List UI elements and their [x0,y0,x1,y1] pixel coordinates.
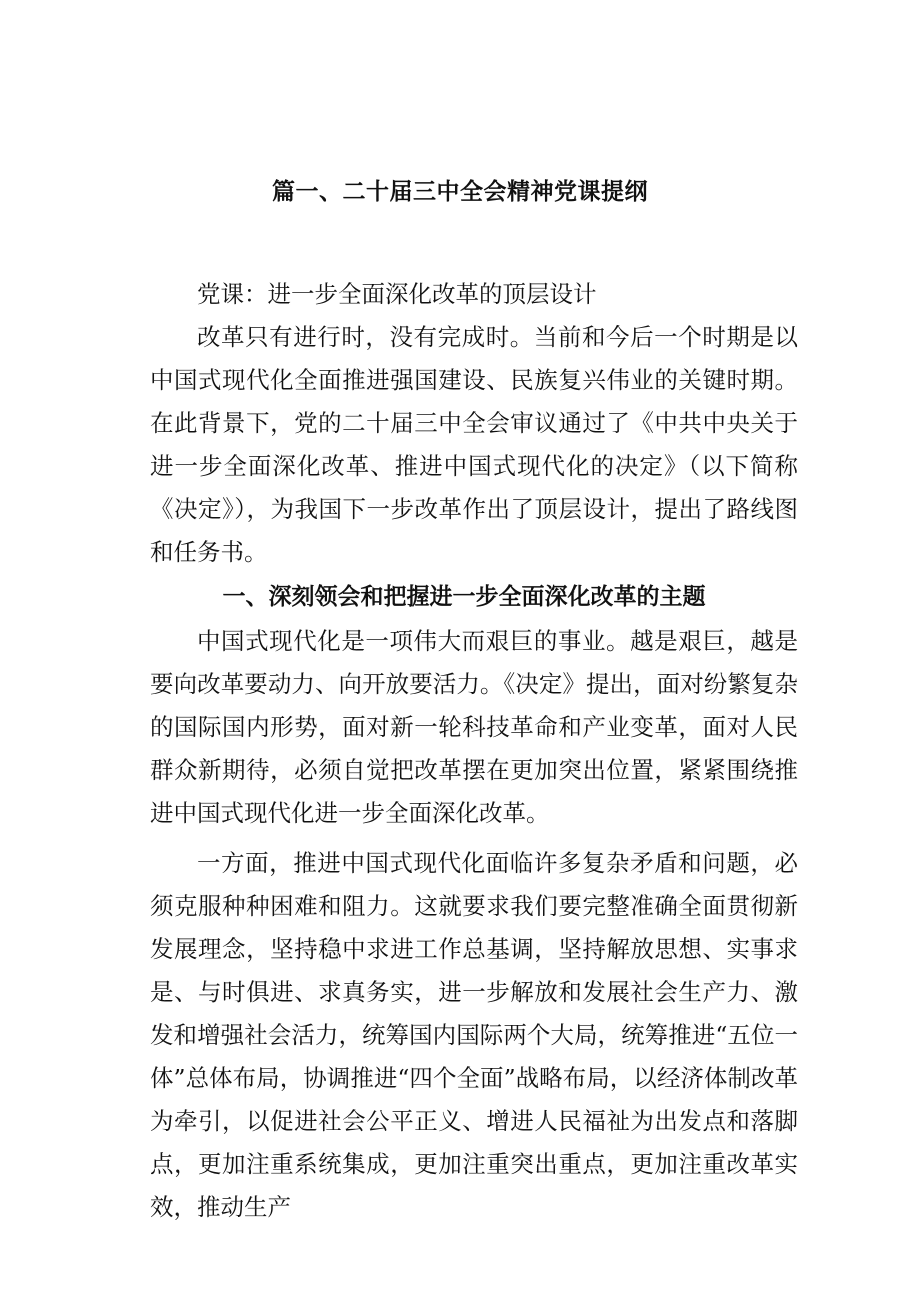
body-paragraph: 中国式现代化是一项伟大而艰巨的事业。越是艰巨，越是要向改革要动力、向开放要活力。《决定》提出，面对纷繁复杂的国际国内形势，面对新一轮科技革命和产业变革，面对人民群众新期待，必须自觉把改革摆在更加突出位置，紧紧围绕推进中国式现代化进一步全面深化改革。 [150,627,798,827]
intro-paragraph: 改革只有进行时，没有完成时。当前和今后一个时期是以中国式现代化全面推进强国建设、民族复兴伟业的关键时期。在此背景下，党的二十届三中全会审议通过了《中共中央关于进一步全面深化改革、推进中国式现代化的决定》（以下简称《决定》），为我国下一步改革作出了顶层设计，提出了路线图和任务书。 [150,323,798,566]
body-paragraph: 一方面，推进中国式现代化面临许多复杂矛盾和问题，必须克服种种困难和阻力。这就要求我们要完整准确全面贯彻新发展理念，坚持稳中求进工作总基调，坚持解放思想、实事求是、与时俱进、求真务实，进一步解放和发展社会生产力、激发和增强社会活力，统筹国内国际两个大局，统筹推进“五位一体”总体布局，协调推进“四个全面”战略布局，以经济体制改革为牵引，以促进社会公平正义、增进人民福祉为出发点和落脚点，更加注重系统集成，更加注重突出重点，更加注重改革实效，推动生产 [150,849,798,1221]
lecture-subtitle: 党课：进一步全面深化改革的顶层设计 [197,280,597,308]
document-body [150,273,798,1229]
section-heading: 一、深刻领会和把握进一步全面深化改革的主题 [222,583,706,610]
document-title: 篇一、二十届三中全会精神党课提纲 [272,178,648,205]
